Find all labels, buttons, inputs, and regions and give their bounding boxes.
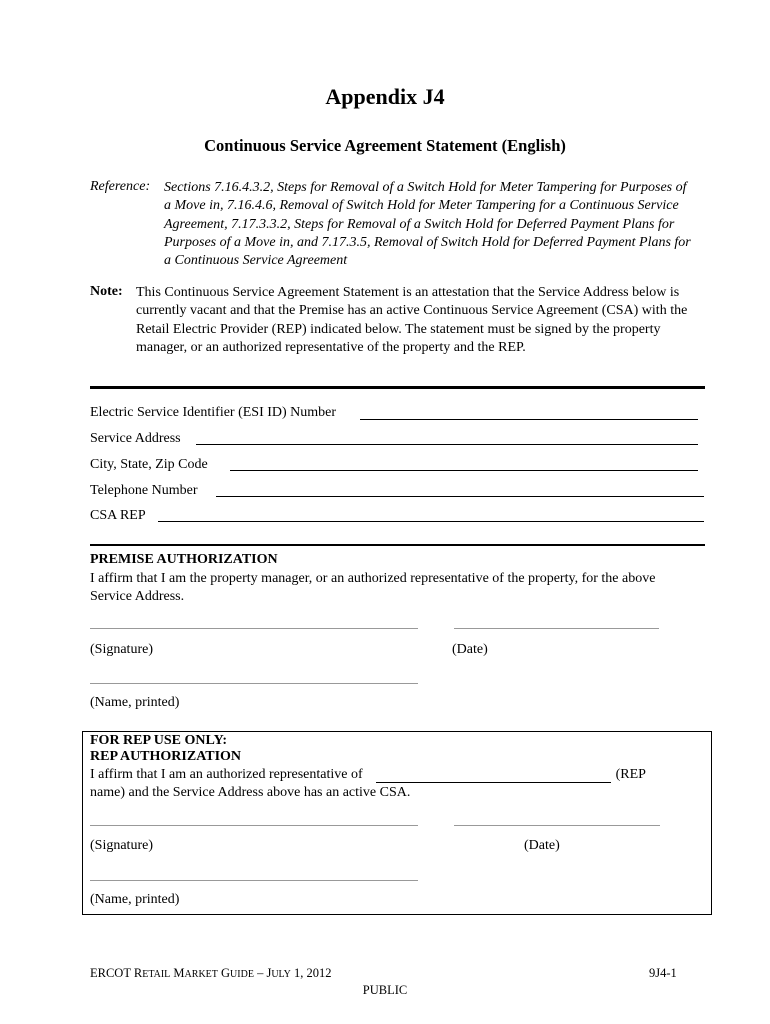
rep-name-label: (Name, printed) <box>90 892 180 907</box>
rep-affirm-line1 <box>90 767 646 783</box>
city-state-zip-label: City, State, Zip Code <box>90 457 208 472</box>
csa-rep-field[interactable] <box>158 521 704 522</box>
footer-guide-title: ERCOT RETAIL MARKET GUIDE – JULY 1, 2012 <box>90 966 332 980</box>
footer-page-number: 9J4-1 <box>649 966 677 980</box>
section-divider <box>90 544 705 546</box>
reference-text: Sections 7.16.4.3.2, Steps for Removal of a Switch Hold for Meter Tampering for Purposes of a Move in, 7.16.4.6, Removal of Switch Hold for Meter Tampering for a Continuous Service Agreement, 7.17.3.3.2, Steps for Removal of a Switch Hold for Deferred Payment Plans for Purposes of a Move in, and 7.17.3.5, Removal of Switch Hold for Deferred Payment Plans for a Continuous Service Agreement <box>164 180 691 269</box>
premise-signature-label: (Signature) <box>90 642 153 657</box>
rep-signature-field[interactable] <box>90 825 418 826</box>
service-address-field[interactable] <box>196 444 698 445</box>
esi-id-field[interactable] <box>360 419 698 420</box>
premise-date-field[interactable] <box>454 628 659 629</box>
rep-affirm-post: (REP <box>615 767 646 782</box>
reference-label: Reference: <box>90 179 151 194</box>
rep-name-field[interactable] <box>376 769 611 783</box>
premise-affirm-text: I affirm that I am the property manager, or an authorized representative of the property, for the above Service Address. <box>90 571 656 604</box>
rep-date-field[interactable] <box>454 825 660 826</box>
premise-signature-field[interactable] <box>90 628 418 629</box>
rep-name-printed-field[interactable] <box>90 880 418 881</box>
city-state-zip-field[interactable] <box>230 470 698 471</box>
premise-date-label: (Date) <box>452 642 488 657</box>
premise-authorization-heading: PREMISE AUTHORIZATION <box>90 552 278 567</box>
csa-rep-label: CSA REP <box>90 508 146 523</box>
rep-date-label: (Date) <box>524 838 560 853</box>
premise-name-field[interactable] <box>90 683 418 684</box>
telephone-field[interactable] <box>216 496 704 497</box>
service-address-label: Service Address <box>90 431 181 446</box>
rep-affirm-line2: name) and the Service Address above has an active CSA. <box>90 785 411 800</box>
premise-name-label: (Name, printed) <box>90 695 180 710</box>
telephone-label: Telephone Number <box>90 483 198 498</box>
rep-signature-label: (Signature) <box>90 838 153 853</box>
note-text: This Continuous Service Agreement Statement is an attestation that the Service Address below is currently vacant and that the Premise has an active Continuous Service Agreement (CSA) with the Retail Electric Provider (REP) indicated below. The statement must be signed by the property manager, or an authorized representative of the property and the REP. <box>136 285 688 355</box>
page-subtitle: Continuous Service Agreement Statement (English) <box>204 136 566 155</box>
note-label: Note: <box>90 284 123 299</box>
rep-affirm-pre: I affirm that I am an authorized representative of <box>90 767 363 782</box>
rep-authorization-heading: REP AUTHORIZATION <box>90 749 242 764</box>
page-title: Appendix J4 <box>325 84 445 109</box>
footer-classification: PUBLIC <box>362 983 408 997</box>
section-divider <box>90 386 705 389</box>
rep-use-only-heading: FOR REP USE ONLY: <box>90 733 228 748</box>
esi-id-label: Electric Service Identifier (ESI ID) Number <box>90 405 337 420</box>
